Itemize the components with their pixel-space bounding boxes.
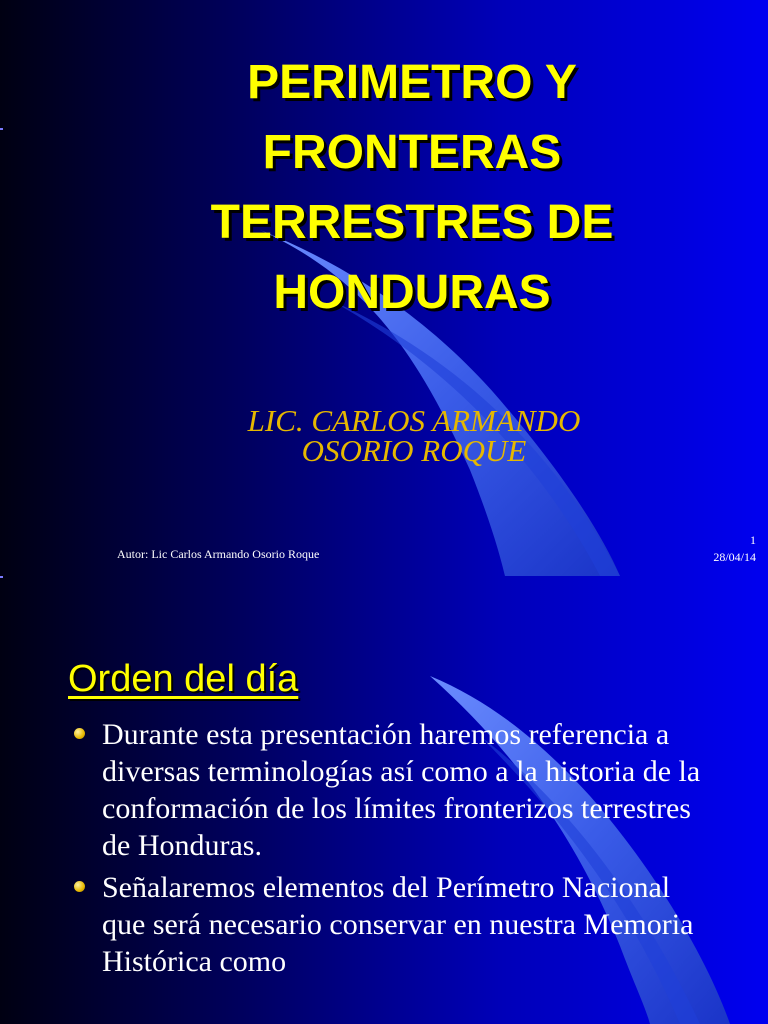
title-line: FRONTERAS	[262, 126, 562, 179]
edge-mark	[0, 128, 3, 130]
slide-title	[90, 48, 734, 328]
bullet-text: Señalaremos elementos del Perímetro Nacional que será necesario conservar en nuestra Memoria Histórica como	[102, 871, 694, 978]
title-line: TERRESTRES DE	[210, 196, 614, 249]
bullet-list	[72, 716, 712, 985]
bullet-dot-icon	[74, 728, 85, 739]
title-line: HONDURAS	[273, 266, 551, 319]
slide-heading: Orden del día	[68, 658, 299, 700]
footer-author: Autor: Lic Carlos Armando Osorio Roque	[117, 547, 320, 561]
subtitle-line: OSORIO ROQUE	[301, 433, 527, 468]
title-line: PERIMETRO Y	[247, 56, 577, 109]
bullet-text: Durante esta presentación haremos referencia a diversas terminologías así como a la historia de la conformación de los límites fronterizos terrestres de Honduras.	[102, 718, 701, 862]
slide-number: 1	[750, 533, 756, 547]
slide-date: 28/04/14	[713, 550, 756, 564]
subtitle-line: LIC. CARLOS ARMANDO	[247, 403, 581, 438]
bullet-dot-icon	[74, 881, 85, 892]
edge-mark	[0, 576, 3, 578]
list-item	[72, 716, 712, 864]
slide-subtitle	[160, 403, 668, 468]
list-item	[72, 869, 712, 980]
